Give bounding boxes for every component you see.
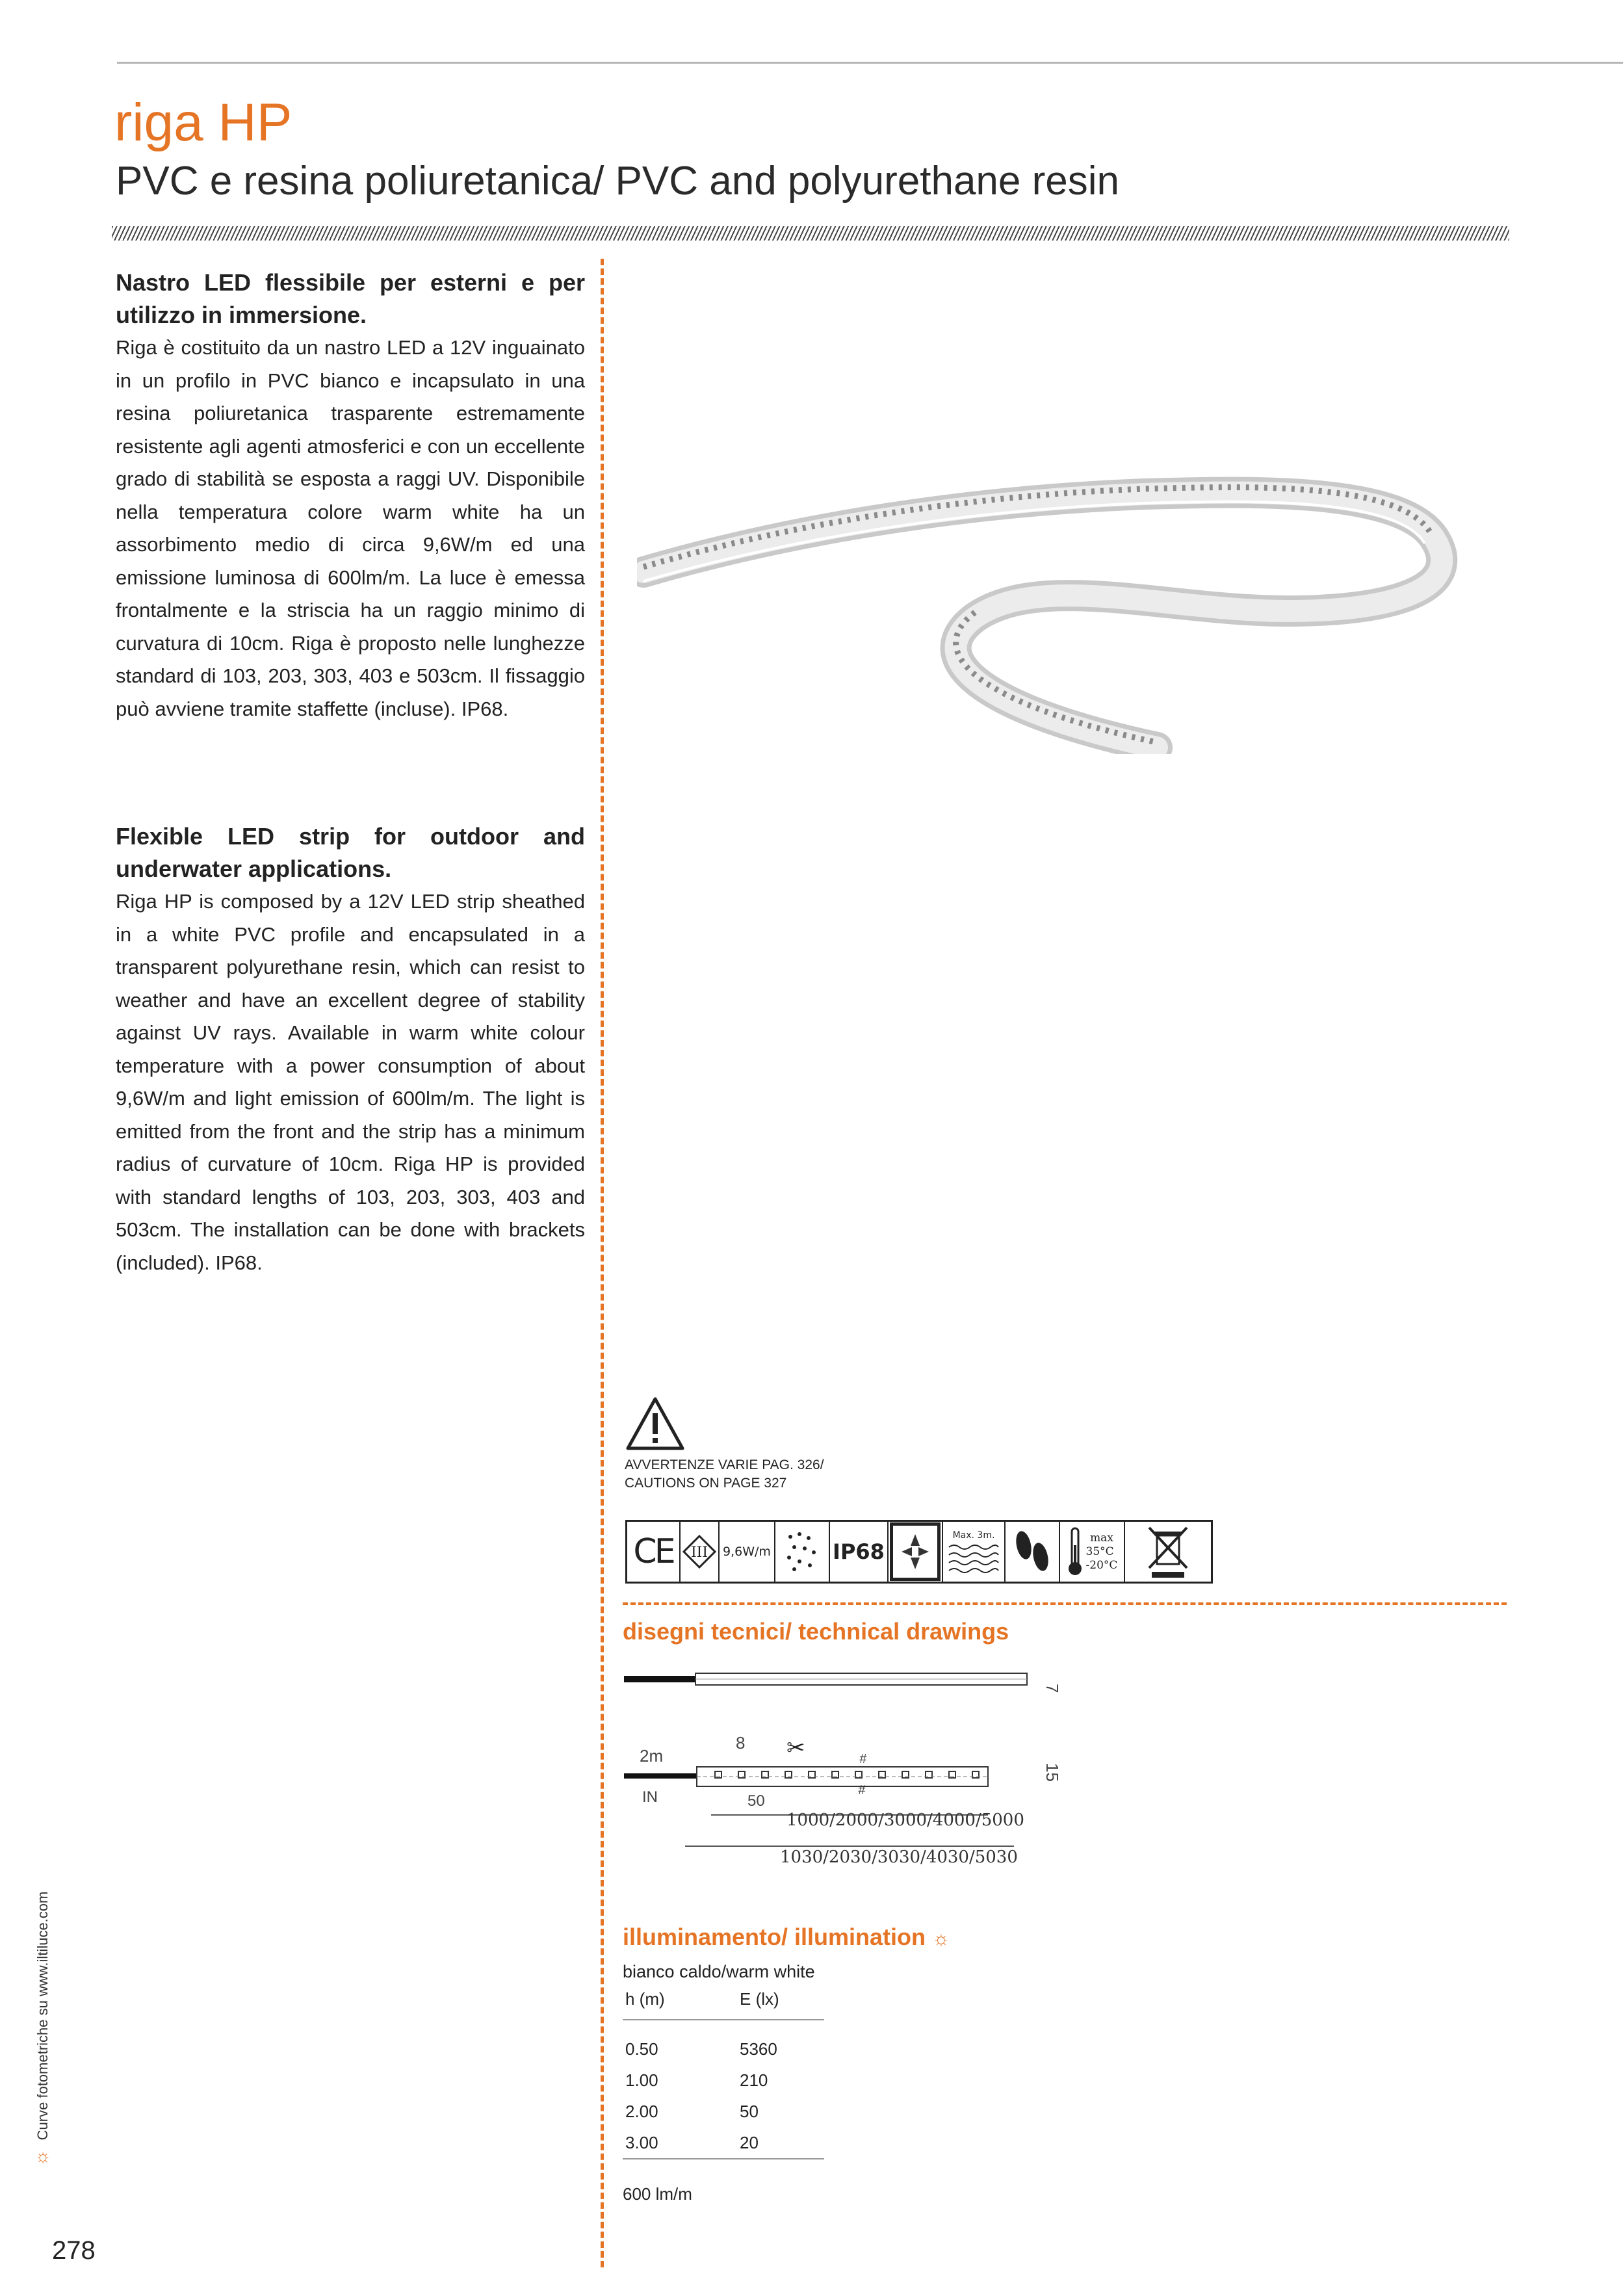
total-lengths: 1030/2030/3030/4030/5030 xyxy=(780,1847,1018,1867)
illumination-title-text: illuminamento/ illumination xyxy=(623,1924,926,1950)
certification-strip xyxy=(625,1520,1213,1584)
height-cell: 1.00 xyxy=(625,2070,658,2090)
svg-text:III: III xyxy=(690,1545,708,1561)
depth-label: Max. 3m. xyxy=(952,1530,995,1541)
led-pitch: 50 xyxy=(747,1792,765,1810)
illumination-table xyxy=(623,1989,824,2159)
dim-height: 15 xyxy=(1043,1763,1062,1782)
beam-icon xyxy=(889,1522,943,1582)
description-italian xyxy=(116,267,585,725)
technical-drawing xyxy=(624,1664,1079,1879)
outdoor-icon xyxy=(775,1522,830,1582)
technical-drawings-title: disegni tecnici/ technical drawings xyxy=(623,1618,1009,1645)
thermometer-icon xyxy=(1067,1526,1084,1578)
height-cell: 2.00 xyxy=(625,2101,658,2121)
water-waves-icon xyxy=(948,1541,1000,1573)
power-rating: 9,6W/m xyxy=(720,1522,775,1582)
cut-pitch: 8 xyxy=(736,1733,746,1753)
immersion-depth xyxy=(943,1522,1006,1582)
height-cell: 3.00 xyxy=(623,2127,740,2159)
description-en-body: Riga HP is composed by a 12V LED strip sheathed in a white PVC profile and encapsulated in a transparent polyurethane resin, which can resist to weather and have an excellent degree of stability against UV rays. Available in warm white colour temperature with a power consumption of about 9,6W/m and light emission of 600lm/m. The light is emitted from the front and the strip has a minimum radius of curvature of 10cm. Riga HP is provided with standard lengths of 103, 203, 303, 403 and 503cm. The installation can be done with brackets (included). IP68. xyxy=(116,890,585,1274)
top-rule xyxy=(117,62,1623,64)
table-header-row xyxy=(623,1989,824,2020)
column-header-height: h (m) xyxy=(623,1989,740,2020)
illumination-subtitle: bianco caldo/warm white xyxy=(623,1962,815,1981)
class-iii-icon xyxy=(681,1522,720,1582)
page-number: 278 xyxy=(52,2236,96,2265)
illuminance-cell: 50 xyxy=(740,2101,759,2121)
table-row xyxy=(623,2020,824,2065)
hatch-divider xyxy=(112,226,1509,241)
section-divider xyxy=(623,1602,1507,1605)
description-it-heading: Nastro LED flessibile per esterni e per utilizzo in immersione. xyxy=(116,269,585,328)
ce-mark: CE xyxy=(627,1522,681,1582)
sun-icon: ☼ xyxy=(932,1928,950,1950)
warning-note xyxy=(625,1456,824,1493)
sun-icon: ☼ xyxy=(34,2146,51,2167)
scissors-icon: ✂ xyxy=(786,1736,805,1760)
weee-bin-icon xyxy=(1125,1522,1211,1582)
temp-min: -20°C xyxy=(1085,1558,1118,1572)
dim-thickness: 7 xyxy=(1043,1684,1062,1693)
temperature-range xyxy=(1060,1522,1125,1582)
product-title: riga HP xyxy=(114,93,292,152)
strip-lengths: 1000/2000/3000/4000/5000 xyxy=(786,1810,1024,1830)
walk-over-icon xyxy=(1006,1522,1060,1582)
hash-mark-lower: # xyxy=(858,1783,866,1797)
photometric-curves-note xyxy=(32,1892,53,2165)
warning-icon xyxy=(625,1396,685,1451)
ip-rating: IP68 xyxy=(830,1522,889,1582)
description-it-body: Riga è costituito da un nastro LED a 12V inguainato in un profilo in PVC bianco e incapsulato in una resina poliuretanica trasparente estremamente resistente agli agenti atmosferici e con un eccellente grado di stabilità se esposta a raggi UV. Disponibile nella temperatura colore warm white ha un assorbimento medio di circa 9,6W/m ed una emissione luminosa di 600lm/m. La luce è emessa frontalmente e la striscia ha un raggio minimo di curvatura di 10cm. Riga è proposto nelle lunghezze standard di 103, 203, 303, 403 e 503cm. Il fissaggio può avviene tramite staffette (incluse). IP68. xyxy=(116,336,585,720)
product-subtitle: PVC e resina poliuretanica/ PVC and polyurethane resin xyxy=(116,159,1120,203)
led-strip-photo xyxy=(637,449,1469,754)
hash-mark: # xyxy=(859,1752,867,1766)
illuminance-cell: 5360 xyxy=(740,2039,777,2059)
illuminance-cell: 20 xyxy=(740,2127,824,2159)
luminous-flux: 600 lm/m xyxy=(623,2184,692,2204)
height-cell: 0.50 xyxy=(625,2039,658,2059)
photometric-note-text: Curve fotometriche su www.iltiluce.com xyxy=(34,1891,51,2141)
description-en-heading: Flexible LED strip for outdoor and underwater applications. xyxy=(116,823,585,882)
table-row xyxy=(623,2096,824,2127)
column-divider xyxy=(601,259,604,2267)
illumination-title xyxy=(623,1925,950,1949)
warning-line-1: AVVERTENZE VARIE PAG. 326/ xyxy=(625,1457,824,1472)
warning-line-2: CAUTIONS ON PAGE 327 xyxy=(625,1476,787,1491)
table-row xyxy=(623,2065,824,2096)
temp-max: 35°C xyxy=(1085,1545,1114,1558)
description-english xyxy=(116,820,585,1279)
temp-max-label: max xyxy=(1090,1531,1113,1545)
cable-length: 2m xyxy=(640,1746,664,1766)
column-header-illuminance: E (lx) xyxy=(740,1989,824,2020)
illuminance-cell: 210 xyxy=(740,2070,768,2090)
cable-label: IN xyxy=(642,1788,658,1806)
table-row xyxy=(623,2127,824,2159)
